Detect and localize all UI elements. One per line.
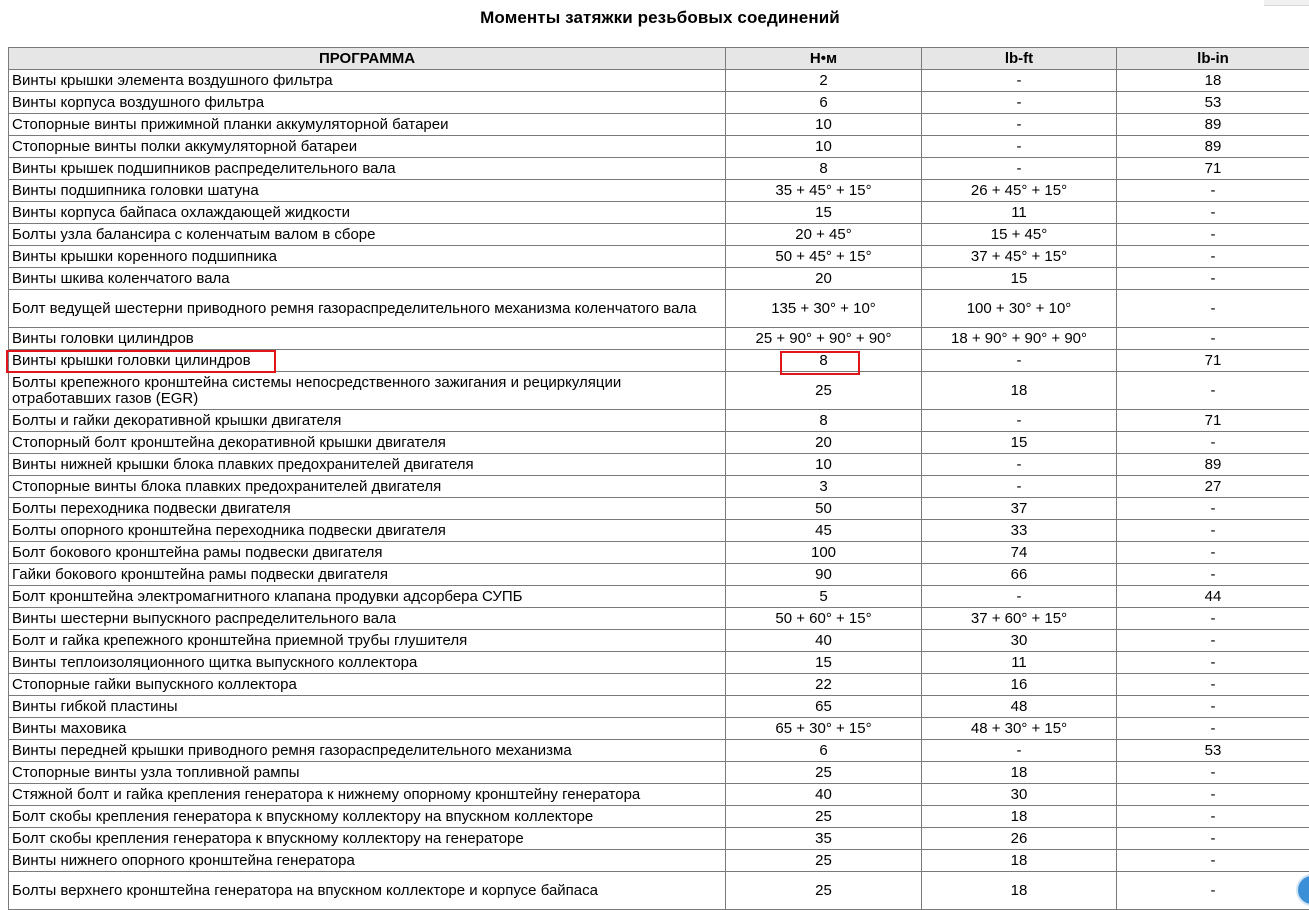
cell-program: Винты шестерни выпускного распределительного вала (9, 608, 726, 630)
cell-lbft: - (922, 136, 1117, 158)
cell-lbin: - (1117, 784, 1309, 806)
table-row (9, 828, 1309, 850)
cell-nm: 135 + 30° + 10° (726, 290, 922, 328)
cell-nm: 40 (726, 784, 922, 806)
cell-lbin: 71 (1117, 410, 1309, 432)
cell-nm: 25 + 90° + 90° + 90° (726, 328, 922, 350)
table-row (9, 586, 1309, 608)
cell-lbin: 18 (1117, 70, 1309, 92)
table-row (9, 674, 1309, 696)
cell-program: Болты переходника подвески двигателя (9, 498, 726, 520)
cell-lbin: - (1117, 674, 1309, 696)
cell-nm: 45 (726, 520, 922, 542)
header-lbft: lb-ft (922, 48, 1117, 70)
table-row (9, 70, 1309, 92)
table-row (9, 652, 1309, 674)
cell-program: Винты маховика (9, 718, 726, 740)
table-row (9, 158, 1309, 180)
cell-lbin: 89 (1117, 454, 1309, 476)
cell-program: Стопорные винты полки аккумуляторной батареи (9, 136, 726, 158)
cell-program: Болт ведущей шестерни приводного ремня газораспределительного механизма коленчатого вала (9, 290, 726, 328)
cell-program: Винты шкива коленчатого вала (9, 268, 726, 290)
cell-program: Болт кронштейна электромагнитного клапана продувки адсорбера СУПБ (9, 586, 726, 608)
cell-program: Стопорные гайки выпускного коллектора (9, 674, 726, 696)
cell-program: Винты крышки элемента воздушного фильтра (9, 70, 726, 92)
table-row (9, 202, 1309, 224)
cell-program: Винты крышек подшипников распределительного вала (9, 158, 726, 180)
cell-lbin: - (1117, 762, 1309, 784)
table-row (9, 872, 1309, 910)
cell-lbin: - (1117, 202, 1309, 224)
cell-lbft: 26 (922, 828, 1117, 850)
cell-lbft: 18 + 90° + 90° + 90° (922, 328, 1117, 350)
cell-lbft: 37 (922, 498, 1117, 520)
cell-lbft: 18 (922, 872, 1117, 910)
cell-lbft: 48 + 30° + 15° (922, 718, 1117, 740)
cell-program: Болты опорного кронштейна переходника подвески двигателя (9, 520, 726, 542)
table-row (9, 268, 1309, 290)
table-row (9, 498, 1309, 520)
cell-lbft: 11 (922, 202, 1117, 224)
table-row (9, 136, 1309, 158)
cell-program: Винты подшипника головки шатуна (9, 180, 726, 202)
cell-lbin: 27 (1117, 476, 1309, 498)
table-row (9, 630, 1309, 652)
cell-lbin: - (1117, 806, 1309, 828)
cell-lbin: - (1117, 828, 1309, 850)
cell-program: Стопорные винты узла топливной рампы (9, 762, 726, 784)
cell-lbin: 89 (1117, 114, 1309, 136)
cell-nm: 6 (726, 740, 922, 762)
table-row (9, 696, 1309, 718)
header-nm: Н•м (726, 48, 922, 70)
window-edge-strip (1264, 0, 1309, 6)
cell-lbin: - (1117, 850, 1309, 872)
cell-program: Стопорные винты блока плавких предохранителей двигателя (9, 476, 726, 498)
cell-nm: 25 (726, 762, 922, 784)
cell-lbin: - (1117, 180, 1309, 202)
cell-program: Болты крепежного кронштейна системы непосредственного зажигания и рециркуляции отработавших газов (EGR) (9, 372, 726, 410)
cell-nm: 10 (726, 136, 922, 158)
table-row (9, 180, 1309, 202)
header-program: ПРОГРАММА (9, 48, 726, 70)
cell-lbft: 48 (922, 696, 1117, 718)
cell-lbin: - (1117, 372, 1309, 410)
cell-nm: 3 (726, 476, 922, 498)
table-row (9, 224, 1309, 246)
header-lbin: lb-in (1117, 48, 1309, 70)
cell-nm: 25 (726, 872, 922, 910)
cell-lbft: 66 (922, 564, 1117, 586)
cell-program: Болт бокового кронштейна рамы подвески двигателя (9, 542, 726, 564)
cell-nm: 8 (726, 350, 922, 372)
cell-nm: 10 (726, 114, 922, 136)
cell-program: Болты и гайки декоративной крышки двигателя (9, 410, 726, 432)
cell-lbft: 30 (922, 630, 1117, 652)
table-row-highlighted (9, 350, 1309, 372)
cell-lbft: 37 + 45° + 15° (922, 246, 1117, 268)
cell-lbft: 37 + 60° + 15° (922, 608, 1117, 630)
cell-program: Болты узла балансира с коленчатым валом в сборе (9, 224, 726, 246)
cell-nm: 50 + 45° + 15° (726, 246, 922, 268)
table-row (9, 114, 1309, 136)
cell-lbft: 16 (922, 674, 1117, 696)
cell-nm: 50 + 60° + 15° (726, 608, 922, 630)
cell-lbin: - (1117, 872, 1309, 910)
cell-program: Стопорные винты прижимной планки аккумуляторной батареи (9, 114, 726, 136)
table-row (9, 432, 1309, 454)
table-row (9, 542, 1309, 564)
cell-lbin: - (1117, 652, 1309, 674)
cell-nm: 35 (726, 828, 922, 850)
cell-program: Винты гибкой пластины (9, 696, 726, 718)
table-row (9, 246, 1309, 268)
cell-program: Винты нижнего опорного кронштейна генератора (9, 850, 726, 872)
cell-program: Винты крышки коренного подшипника (9, 246, 726, 268)
cell-nm: 100 (726, 542, 922, 564)
cell-lbft: - (922, 586, 1117, 608)
cell-program: Винты головки цилиндров (9, 328, 726, 350)
cell-lbin: 44 (1117, 586, 1309, 608)
cell-lbft: - (922, 70, 1117, 92)
table-row (9, 290, 1309, 328)
cell-nm: 15 (726, 652, 922, 674)
table-header-row (9, 48, 1309, 70)
cell-lbft: 26 + 45° + 15° (922, 180, 1117, 202)
cell-lbft: 30 (922, 784, 1117, 806)
cell-nm: 90 (726, 564, 922, 586)
table-row (9, 850, 1309, 872)
cell-nm: 35 + 45° + 15° (726, 180, 922, 202)
table-row (9, 740, 1309, 762)
cell-lbft: 18 (922, 806, 1117, 828)
cell-program: Болт скобы крепления генератора к впускному коллектору на генераторе (9, 828, 726, 850)
cell-program: Болты верхнего кронштейна генератора на впускном коллекторе и корпусе байпаса (9, 872, 726, 910)
cell-lbin: - (1117, 520, 1309, 542)
cell-lbin: - (1117, 718, 1309, 740)
cell-lbin: 71 (1117, 158, 1309, 180)
cell-nm: 50 (726, 498, 922, 520)
cell-lbin: - (1117, 498, 1309, 520)
cell-lbin: - (1117, 630, 1309, 652)
table-row (9, 762, 1309, 784)
table-row (9, 454, 1309, 476)
table-row (9, 476, 1309, 498)
cell-lbin: 89 (1117, 136, 1309, 158)
cell-lbin: - (1117, 290, 1309, 328)
torque-table (8, 47, 1309, 910)
cell-nm: 5 (726, 586, 922, 608)
cell-program: Болт и гайка крепежного кронштейна приемной трубы глушителя (9, 630, 726, 652)
cell-lbft: 18 (922, 762, 1117, 784)
cell-nm: 22 (726, 674, 922, 696)
cell-lbft: 33 (922, 520, 1117, 542)
cell-lbin: - (1117, 564, 1309, 586)
table-row (9, 372, 1309, 410)
cell-program: Стяжной болт и гайка крепления генератора к нижнему опорному кронштейну генератора (9, 784, 726, 806)
cell-lbft: - (922, 476, 1117, 498)
cell-nm: 20 (726, 432, 922, 454)
cell-lbft: 15 (922, 268, 1117, 290)
table-row (9, 564, 1309, 586)
cell-nm: 20 + 45° (726, 224, 922, 246)
cell-nm: 25 (726, 372, 922, 410)
cell-lbft: 11 (922, 652, 1117, 674)
cell-lbft: 18 (922, 372, 1117, 410)
table-row (9, 784, 1309, 806)
cell-nm: 40 (726, 630, 922, 652)
table-row (9, 520, 1309, 542)
cell-lbin: - (1117, 608, 1309, 630)
table-row (9, 328, 1309, 350)
cell-nm: 2 (726, 70, 922, 92)
cell-program: Винты корпуса байпаса охлаждающей жидкости (9, 202, 726, 224)
cell-program: Винты передней крышки приводного ремня газораспределительного механизма (9, 740, 726, 762)
cell-lbin: - (1117, 542, 1309, 564)
cell-lbft: - (922, 740, 1117, 762)
cell-lbin: - (1117, 268, 1309, 290)
cell-program: Гайки бокового кронштейна рамы подвески двигателя (9, 564, 726, 586)
cell-nm: 8 (726, 410, 922, 432)
cell-program: Винты корпуса воздушного фильтра (9, 92, 726, 114)
cell-program: Винты крышки головки цилиндров (9, 350, 726, 372)
cell-nm: 25 (726, 850, 922, 872)
cell-nm: 25 (726, 806, 922, 828)
cell-program: Стопорный болт кронштейна декоративной крышки двигателя (9, 432, 726, 454)
table-row (9, 806, 1309, 828)
cell-program: Винты теплоизоляционного щитка выпускного коллектора (9, 652, 726, 674)
cell-lbft: 18 (922, 850, 1117, 872)
cell-program: Болт скобы крепления генератора к впускному коллектору на впускном коллекторе (9, 806, 726, 828)
cell-program: Винты нижней крышки блока плавких предохранителей двигателя (9, 454, 726, 476)
table-row (9, 92, 1309, 114)
table-row (9, 608, 1309, 630)
cell-nm: 20 (726, 268, 922, 290)
cell-lbft: 15 + 45° (922, 224, 1117, 246)
cell-lbft: 15 (922, 432, 1117, 454)
table-row (9, 718, 1309, 740)
table-row (9, 410, 1309, 432)
cell-lbft: - (922, 158, 1117, 180)
page-title: Моменты затяжки резьбовых соединений (0, 8, 1309, 28)
cell-lbin: - (1117, 224, 1309, 246)
cell-nm: 8 (726, 158, 922, 180)
cell-nm: 10 (726, 454, 922, 476)
cell-nm: 15 (726, 202, 922, 224)
cell-nm: 6 (726, 92, 922, 114)
cell-lbft: - (922, 92, 1117, 114)
cell-nm: 65 (726, 696, 922, 718)
cell-lbft: - (922, 410, 1117, 432)
cell-lbft: - (922, 350, 1117, 372)
cell-lbft: 100 + 30° + 10° (922, 290, 1117, 328)
cell-lbin: - (1117, 432, 1309, 454)
cell-lbin: - (1117, 328, 1309, 350)
cell-lbin: - (1117, 246, 1309, 268)
cell-lbft: - (922, 114, 1117, 136)
cell-lbin: 71 (1117, 350, 1309, 372)
cell-lbin: 53 (1117, 92, 1309, 114)
cell-nm: 65 + 30° + 15° (726, 718, 922, 740)
cell-lbft: 74 (922, 542, 1117, 564)
cell-lbin: - (1117, 696, 1309, 718)
cell-lbft: - (922, 454, 1117, 476)
cell-lbin: 53 (1117, 740, 1309, 762)
